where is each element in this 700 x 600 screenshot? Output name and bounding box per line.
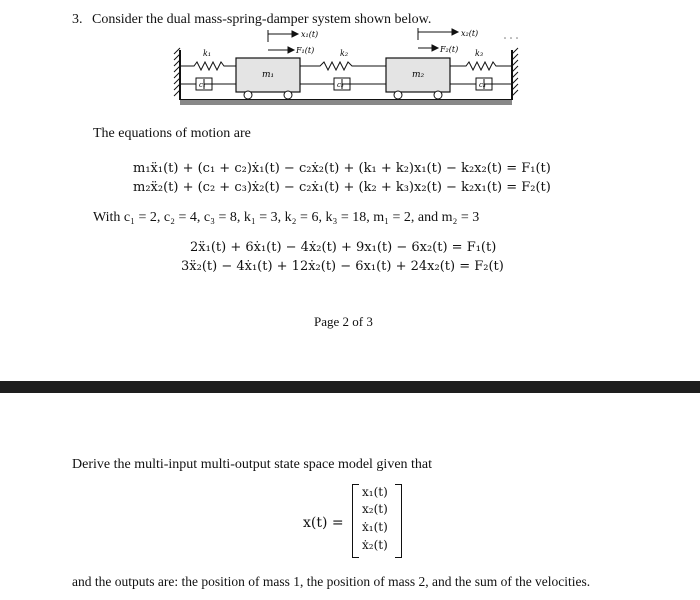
left-bracket <box>352 484 359 558</box>
c1-label: c₁ <box>199 81 206 89</box>
state-entry-2: x₂(t) <box>362 502 388 516</box>
state-entry-4: ẋ₂(t) <box>362 538 388 552</box>
x1-label: x₁(t) <box>301 30 319 39</box>
question-number: 3. <box>72 12 83 27</box>
k1-label: k₁ <box>203 49 212 58</box>
spring-k1 <box>180 62 236 70</box>
numeric-equation-1: 2ẍ₁(t) + 6ẋ₁(t) − 4ẋ₂(t) + 9x₁(t) − 6x₂(t) = F₁(t) <box>190 240 497 255</box>
page-separator <box>0 381 700 393</box>
state-entry-3: ẋ₁(t) <box>362 520 388 534</box>
spring-k2 <box>300 62 386 70</box>
c3-label: c₃ <box>479 81 486 89</box>
f1-label: F₁(t) <box>296 46 315 55</box>
k3-label: k₃ <box>475 49 484 58</box>
question-header <box>72 12 431 28</box>
spring-k3 <box>450 62 512 70</box>
general-equation-2: m₂ẍ₂(t) + (c₂ + c₃)ẋ₂(t) − c₂ẋ₁(t) + (k₂ + k₃)x₂(t) − k₂x₁(t) = F₂(t) <box>133 180 551 195</box>
equations-intro: The equations of motion are <box>93 126 251 141</box>
page-number: Page 2 of 3 <box>314 314 373 329</box>
damper-c1 <box>180 78 236 90</box>
k2-label: k₂ <box>340 49 349 58</box>
state-vector-matrix <box>352 484 402 558</box>
x2-label: x₂(t) <box>461 29 479 38</box>
parameters-line: With c₁ = 2, c₂ = 4, c₃ = 8, k₁ = 3, k₂ = 6, k₃ = 18, m₁ = 2, and m₂ = 3 <box>93 210 480 225</box>
derive-instruction: Derive the multi-input multi-output state space model given that <box>72 457 433 472</box>
right-bracket <box>395 484 402 558</box>
question-text: Consider the dual mass-spring-damper system shown below. <box>92 12 432 27</box>
m2-label: m₂ <box>412 70 425 80</box>
numeric-equation-2: 3ẍ₂(t) − 4ẋ₁(t) + 12ẋ₂(t) − 6x₁(t) + 24x₂(t) = F₂(t) <box>181 259 504 274</box>
general-equation-1: m₁ẍ₁(t) + (c₁ + c₂)ẋ₁(t) − c₂ẋ₂(t) + (k₁ + k₂)x₁(t) − k₂x₂(t) = F₁(t) <box>133 161 551 176</box>
state-vector-label: x(t) = <box>303 515 344 531</box>
outputs-description: and the outputs are: the position of mass 1, the position of mass 2, and the sum of the velocities. <box>72 574 591 589</box>
c2-label: c₂ <box>337 81 344 89</box>
state-entry-1: x₁(t) <box>362 485 388 499</box>
mass-spring-damper-diagram <box>170 28 550 108</box>
m1-label: m₁ <box>262 70 275 80</box>
f2-label: F₂(t) <box>440 45 459 54</box>
